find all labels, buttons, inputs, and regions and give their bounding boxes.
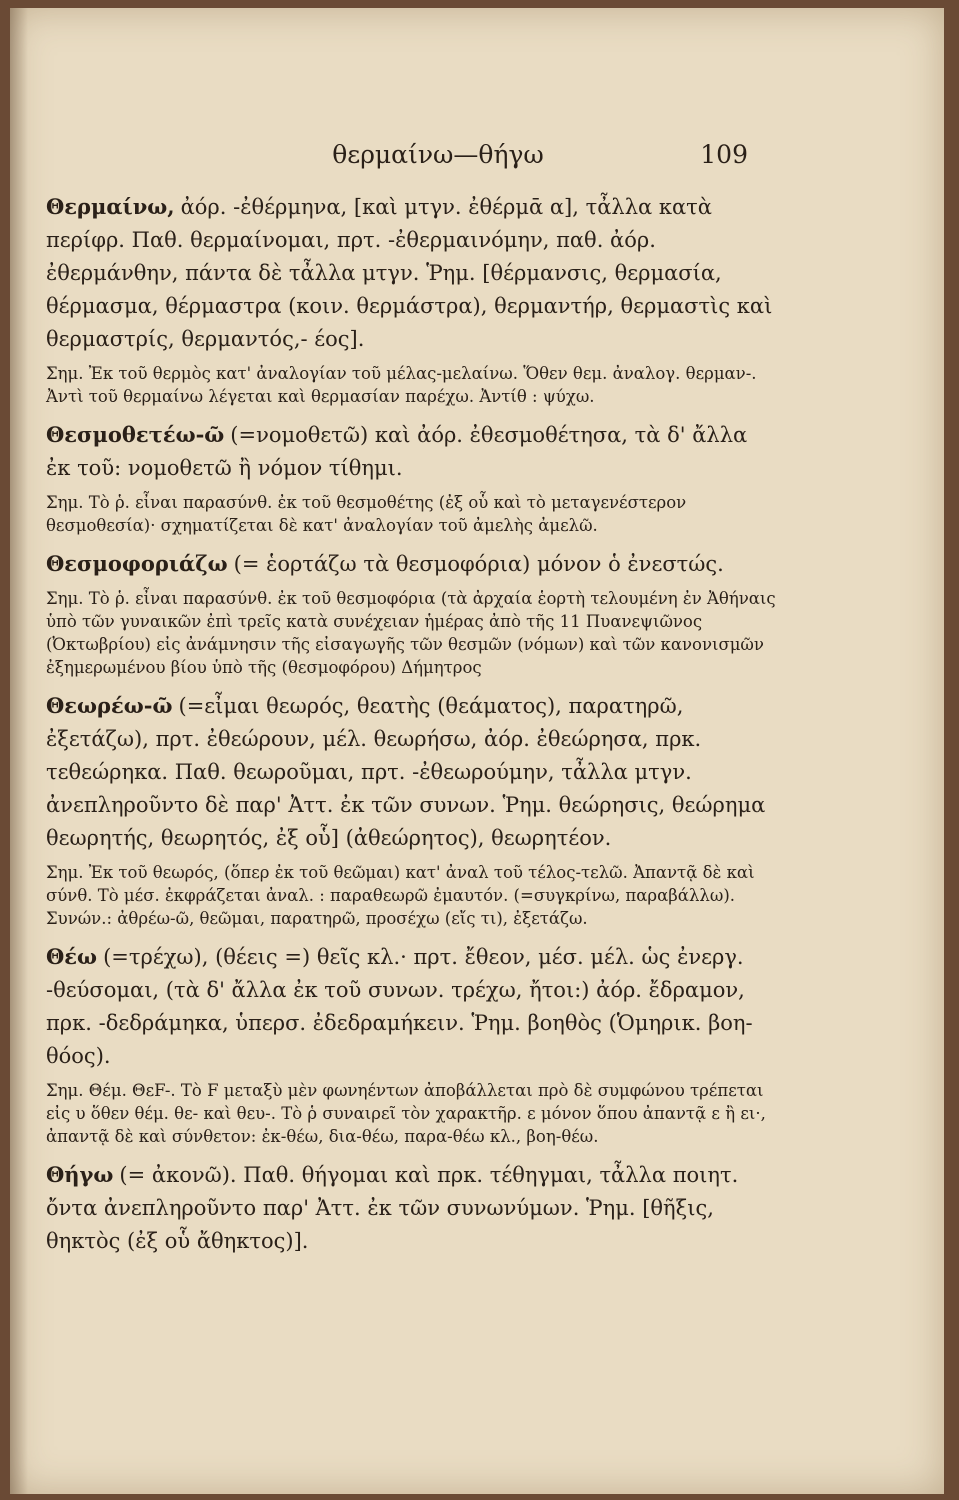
- entry-note: Σημ. Ἐκ τοῦ θεωρός, (ὅπερ ἐκ τοῦ θεῶμαι) κατ' ἀναλ τοῦ τέλος-τελῶ. Ἀπαντᾷ δὲ καὶ σύνθ. Τὸ μέσ. ἐκφράζεται ἀναλ. : παραθεωρῶ ἐμαυτόν. (=συγκρίνω, παραβάλλω). Συνών.: ἀθρέω-ῶ, θεῶμαι, παρατηρῶ, προσέχω (εἴς τι), ἐξετάζω.: [46, 863, 755, 928]
- running-title: θερμαίνω—θήγω: [332, 140, 544, 169]
- entry-text: (= ἑορτάζω τὰ θεσμοφόρια) μόνον ὁ ἐνεστώς.: [233, 552, 724, 576]
- entry-text: (=νομοθετῶ) καὶ ἀόρ. ἐθεσμοθέτησα, τὰ δ' ἄλλα ἐκ τοῦ: νομοθετῶ ἢ νόμον τίθημι.: [46, 423, 748, 480]
- entry-text: (= ἀκονῶ). Παθ. θήγομαι καὶ πρκ. τέθηγμαι, τἆλλα ποιητ. ὄντα ἀνεπληροῦντο παρ' Ἀττ. ἐκ τῶν συνωνύμων. Ῥημ. [θῆξις, θηκτὸς (ἐξ οὗ ἄθηκτος)].: [46, 1163, 739, 1253]
- entry-note: Σημ. Τὸ ῥ. εἶναι παρασύνθ. ἐκ τοῦ θεσμοφόρια (τὰ ἀρχαία ἑορτὴ τελουμένη ἐν Ἀθήναις ὑπὸ τῶν γυναικῶν ἐπὶ τρεῖς κατὰ συνέχειαν ἡμέρας ἀπὸ τῆς 11 Πυανεψιῶνος (Ὀκτωβρίου) εἰς ἀνάμνησιν τῆς εἰσαγωγῆς τῶν θεσμῶν (νόμων) καὶ τῶν κανονισμῶν ἐξημερωμένου βίου ὑπὸ τῆς (θεσμοφόρου) Δήμητρος: [46, 589, 776, 677]
- dictionary-entry: [46, 190, 776, 356]
- entry-headword: Θέω: [46, 944, 98, 969]
- book-page: [10, 8, 944, 1494]
- entry-text: (=εἶμαι θεωρός, θεατὴς (θεάματος), παρατηρῶ, ἐξετάζω), πρτ. ἐθεώρουν, μέλ. θεωρήσω, ἀόρ. ἐθεώρησα, πρκ. τεθεώρηκα. Παθ. θεωροῦμαι, πρτ. -ἐθεωρούμην, τἆλλα μτγν. ἀνεπληροῦντο δὲ παρ' Ἀττ. ἐκ τῶν συνων. Ῥημ. θεώρησις, θεώρημα θεωρητής, θεωρητός, ἐξ οὗ] (ἀθεώρητος), θεωρητέον.: [46, 694, 766, 850]
- dictionary-entry: [46, 1158, 776, 1258]
- entry-note: Σημ. Ἐκ τοῦ θερμὸς κατ' ἀναλογίαν τοῦ μέλας-μελαίνω. Ὅθεν θεμ. ἀναλογ. θερμαν-. Ἀντὶ τοῦ θερμαίνω λέγεται καὶ θερμασίαν παρέχω. Ἀντίθ : ψύχω.: [46, 364, 757, 406]
- entry-text: (=τρέχω), (θέεις =) θεῖς κλ.· πρτ. ἔθεον, μέσ. μέλ. ὡς ἐνεργ. -θεύσομαι, (τὰ δ' ἄλλα ἐκ τοῦ συνων. τρέχω, ἤτοι:) ἀόρ. ἔδραμον, πρκ. -δεδράμηκα, ὑπερσ. ἐδεδραμήκειν. Ῥημ. βοηθὸς (Ὁμηρικ. βοη-θόος).: [46, 945, 753, 1068]
- entry-text: ἀόρ. -ἐθέρμηνα, [καὶ μτγν. ἐθέρμᾱ α], τἆλλα κατὰ περίφρ. Παθ. θερμαίνομαι, πρτ. -ἐθερμαινόμην, παθ. ἀόρ. ἐθερμάνθην, πάντα δὲ τἆλλα μτγν. Ῥημ. [θέρμανσις, θερμασία, θέρμασμα, θέρμαστρα (κοιν. θερμάστρα), θερμαντήρ, θερμαστὶς καὶ θερμαστρίς, θερμαντός,- έος].: [46, 195, 773, 351]
- dictionary-entry: [46, 940, 776, 1073]
- entry-note: Σημ. Τὸ ῥ. εἶναι παρασύνθ. ἐκ τοῦ θεσμοθέτης (ἐξ οὗ καὶ τὸ μεταγενέστερον θεσμοθεσία)· σχηματίζεται δὲ κατ' ἀναλογίαν τοῦ ἀμελὴς ἀμελῶ.: [46, 493, 687, 535]
- dictionary-entry: [46, 689, 776, 855]
- entry-headword: Θεσμοφοριάζω: [46, 551, 228, 576]
- entry-headword: Θερμαίνω,: [46, 194, 175, 219]
- entry-note: Σημ. Θέμ. ΘεF-. Τὸ F μεταξὺ μὲν φωνηέντων ἀποβάλλεται πρὸ δὲ συμφώνου τρέπεται εἰς υ ὅθεν θέμ. θε- καὶ θευ-. Τὸ ῥ συναιρεῖ τὸν χαρακτῆρ. ε μόνον ὅπου ἀπαντᾷ ε ἢ ει·, ἀπαντᾷ δὲ καὶ σύνθετον: ἐκ-θέω, δια-θέω, παρα-θέω κλ., βοη-θέω.: [46, 1081, 766, 1146]
- page-body: [46, 190, 776, 1264]
- entry-headword: Θεσμοθετέω-ῶ: [46, 422, 225, 447]
- page-gutter-shadow: [10, 8, 28, 1494]
- page-header: [10, 140, 944, 180]
- entry-headword: Θεωρέω-ῶ: [46, 693, 173, 718]
- page-number: 109: [700, 140, 748, 169]
- entry-headword: Θήγω: [46, 1162, 114, 1187]
- dictionary-entry: [46, 418, 776, 485]
- dictionary-entry: [46, 547, 776, 581]
